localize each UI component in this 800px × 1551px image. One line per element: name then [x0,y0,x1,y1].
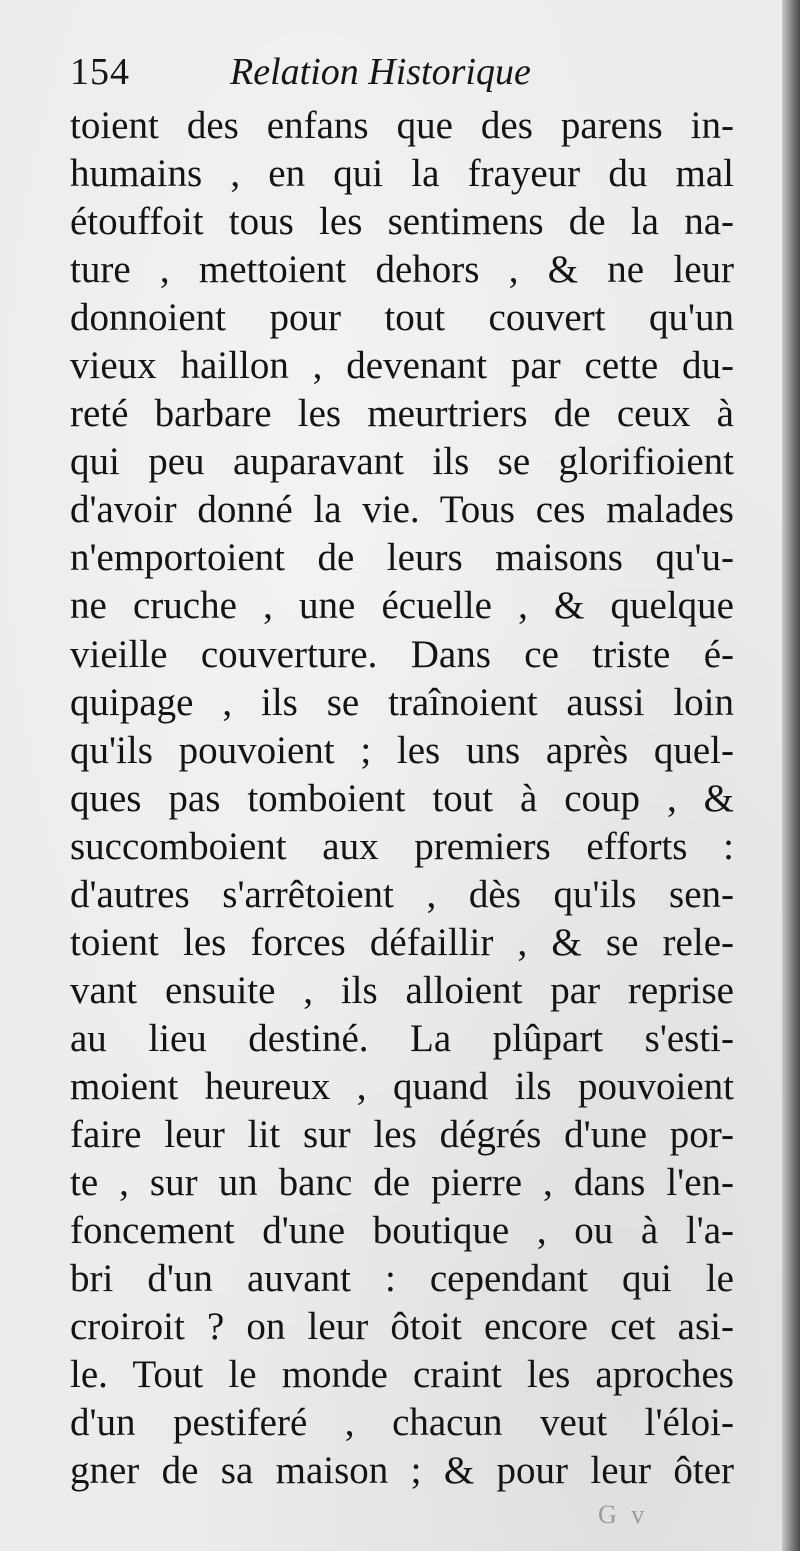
text-line: reté barbare les meurtriers de ceux à [70,392,734,436]
body-text [70,102,734,1495]
page-header [70,50,730,100]
text-line: qui peu auparavant ils se glorifioient [70,440,734,484]
text-line: d'un pestiferé , chacun veut l'éloi- [70,1401,734,1445]
page-number: 154 [70,51,130,93]
text-line: d'avoir donné la vie. Tous ces malades [70,488,734,532]
text-line: donnoient pour tout couvert qu'un [70,296,734,340]
text-line: foncement d'une boutique , ou à l'a- [70,1209,734,1253]
text-line: bri d'un auvant : cependant qui le [70,1257,734,1301]
text-line: toient les forces défaillir , & se rele- [70,920,734,964]
page-edge [782,0,800,1551]
text-line: n'emportoient de leurs maisons qu'u- [70,536,734,580]
text-line: faire leur lit sur les dégrés d'une por- [70,1112,734,1156]
text-line: d'autres s'arrêtoient , dès qu'ils sen- [70,872,734,916]
text-line: te , sur un banc de pierre , dans l'en- [70,1161,734,1205]
text-line: le. Tout le monde craint les aproches [70,1353,734,1397]
running-head: Relation Historique [230,51,531,93]
text-line: vieux haillon , devenant par cette du- [70,344,734,388]
text-line: croiroit ? on leur ôtoit encore cet asi- [70,1305,734,1349]
text-line: étouffoit tous les sentimens de la na- [70,200,734,244]
text-line: toient des enfans que des parens in- [70,104,734,147]
text-line: vant ensuite , ils alloient par reprise [70,968,734,1012]
text-line: quipage , ils se traînoient aussi loin [70,680,734,724]
text-line: qu'ils pouvoient ; les uns après quel- [70,728,734,772]
text-line: ture , mettoient dehors , & ne leur [70,248,734,292]
text-line: ques pas tomboient tout à coup , & [70,776,734,820]
text-line: humains , en qui la frayeur du mal [70,152,734,196]
text-line: au lieu destiné. La plûpart s'esti- [70,1016,734,1060]
text-line: gner de sa maison ; & pour leur ôter [70,1449,734,1493]
text-line: ne cruche , une écuelle , & quelque [70,584,734,628]
text-line: succomboient aux premiers efforts : [70,824,734,868]
signature-mark: G v [598,1500,649,1529]
text-line: moient heureux , quand ils pouvoient [70,1064,734,1108]
text-line: vieille couverture. Dans ce triste é- [70,632,734,676]
